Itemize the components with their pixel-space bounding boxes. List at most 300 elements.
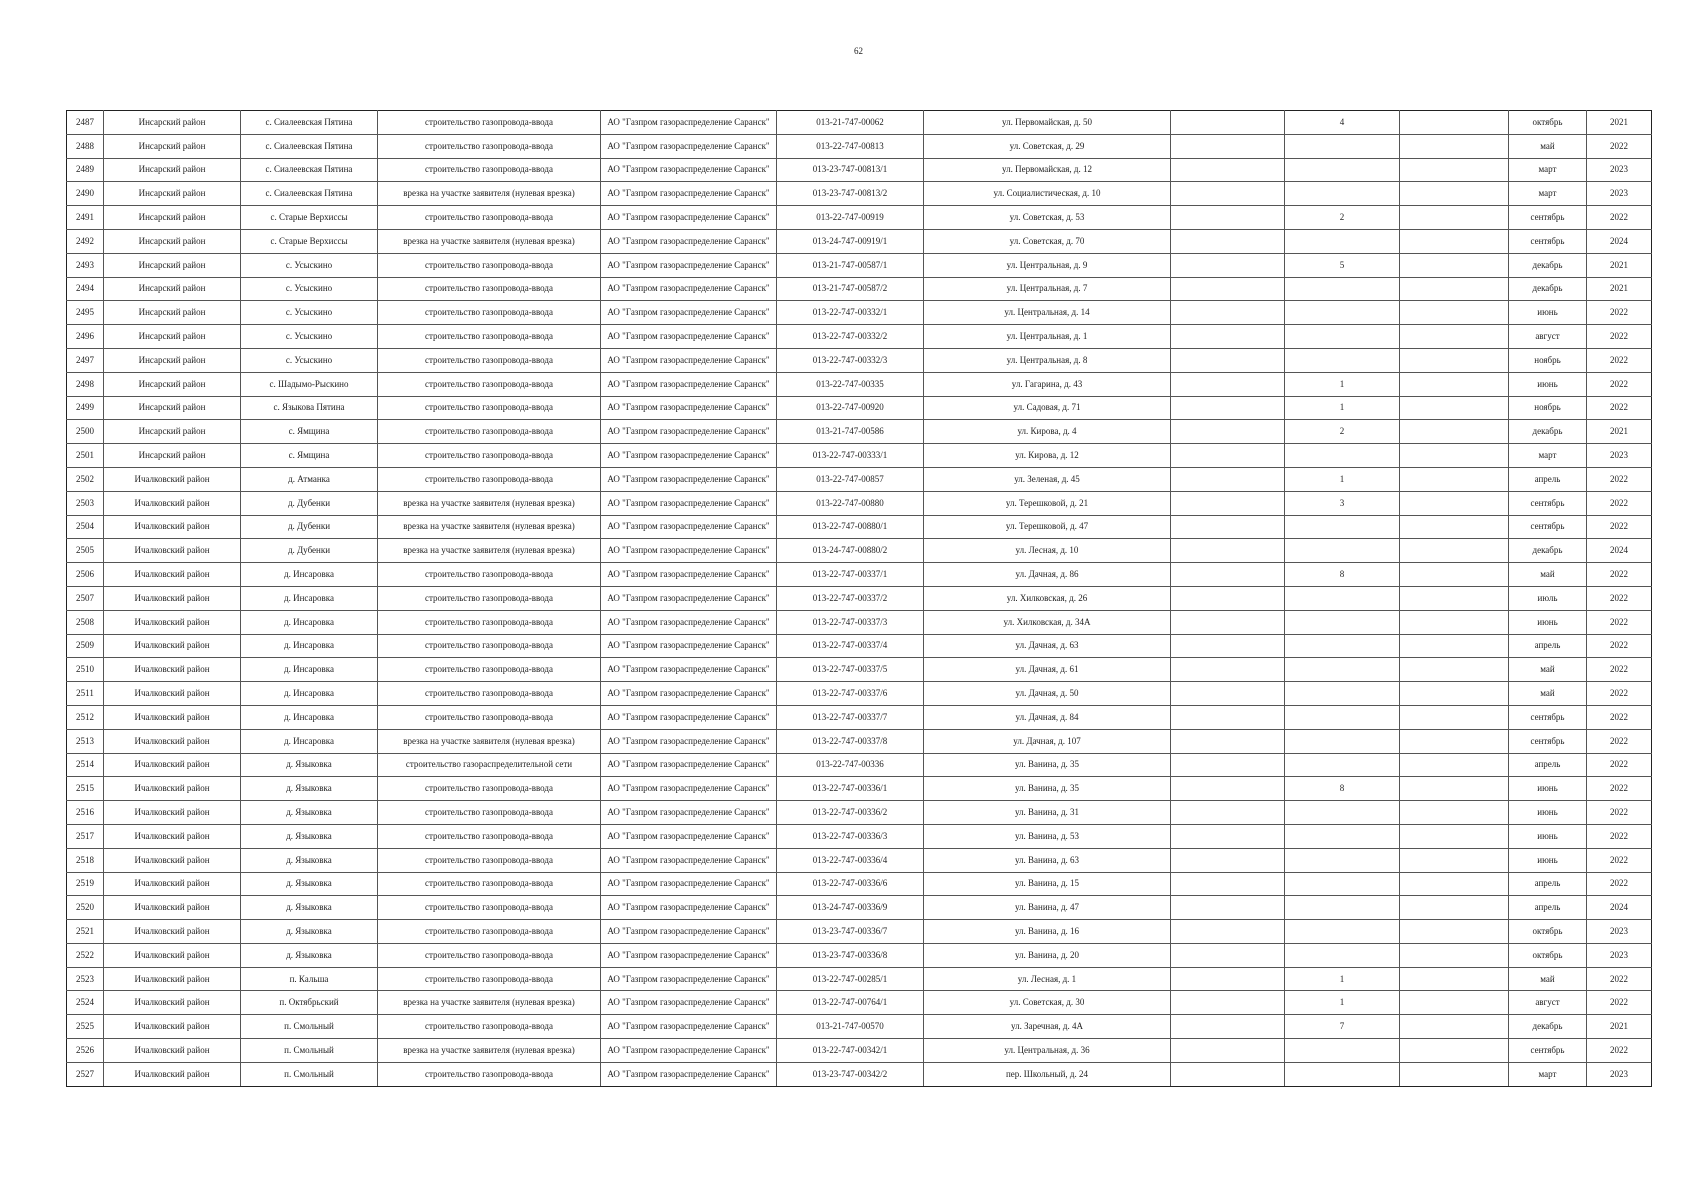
empty-cell-b [1400,515,1509,539]
work-type-cell: строительство газопровода-ввода [378,206,601,230]
work-type-cell: строительство газопровода-ввода [378,444,601,468]
empty-cell-a [1171,325,1285,349]
table-row [67,610,1652,634]
empty-cell-b [1400,325,1509,349]
empty-cell-b [1400,967,1509,991]
row-number-cell: 2495 [67,301,104,325]
district-cell: Ичалковский район [104,824,241,848]
empty-cell-a [1171,777,1285,801]
work-type-cell: строительство газопровода-ввода [378,658,601,682]
count-cell: 2 [1285,420,1400,444]
work-type-cell: строительство газопровода-ввода [378,467,601,491]
request-number-cell: 013-22-747-00337/5 [777,658,924,682]
count-cell [1285,1039,1400,1063]
empty-cell-a [1171,705,1285,729]
district-cell: Инсарский район [104,158,241,182]
empty-cell-b [1400,372,1509,396]
district-cell: Ичалковский район [104,515,241,539]
organization-cell: АО "Газпром газораспределение Саранск" [601,896,777,920]
table-row [67,372,1652,396]
request-number-cell: 013-22-747-00336/1 [777,777,924,801]
settlement-cell: п. Кальша [241,967,378,991]
count-cell: 3 [1285,491,1400,515]
request-number-cell: 013-22-747-00336/3 [777,824,924,848]
table-row [67,705,1652,729]
organization-cell: АО "Газпром газораспределение Саранск" [601,206,777,230]
table-row [67,872,1652,896]
empty-cell-b [1400,158,1509,182]
month-cell: июнь [1509,610,1587,634]
settlement-cell: с. Усыскино [241,277,378,301]
district-cell: Ичалковский район [104,896,241,920]
year-cell: 2022 [1587,658,1652,682]
row-number-cell: 2508 [67,610,104,634]
request-number-cell: 013-22-747-00336/6 [777,872,924,896]
address-cell: ул. Центральная, д. 8 [924,348,1171,372]
empty-cell-b [1400,753,1509,777]
address-cell: ул. Зеленая, д. 45 [924,467,1171,491]
request-number-cell: 013-22-747-00337/6 [777,682,924,706]
year-cell: 2022 [1587,372,1652,396]
request-number-cell: 013-23-747-00336/8 [777,943,924,967]
row-number-cell: 2493 [67,253,104,277]
row-number-cell: 2496 [67,325,104,349]
empty-cell-a [1171,111,1285,135]
empty-cell-b [1400,824,1509,848]
work-type-cell: строительство газопровода-ввода [378,158,601,182]
page-number: 62 [854,46,863,56]
month-cell: сентябрь [1509,229,1587,253]
settlement-cell: п. Смольный [241,1015,378,1039]
empty-cell-a [1171,896,1285,920]
table-row [67,967,1652,991]
settlement-cell: с. Усыскино [241,301,378,325]
year-cell: 2022 [1587,348,1652,372]
work-type-cell: строительство газораспределительной сети [378,753,601,777]
district-cell: Инсарский район [104,420,241,444]
year-cell: 2023 [1587,1062,1652,1086]
count-cell [1285,872,1400,896]
row-number-cell: 2504 [67,515,104,539]
empty-cell-a [1171,301,1285,325]
empty-cell-b [1400,658,1509,682]
empty-cell-a [1171,515,1285,539]
count-cell [1285,444,1400,468]
organization-cell: АО "Газпром газораспределение Саранск" [601,658,777,682]
request-number-cell: 013-22-747-00342/1 [777,1039,924,1063]
month-cell: август [1509,991,1587,1015]
empty-cell-a [1171,396,1285,420]
organization-cell: АО "Газпром газораспределение Саранск" [601,325,777,349]
year-cell: 2022 [1587,206,1652,230]
empty-cell-a [1171,920,1285,944]
request-number-cell: 013-21-747-00062 [777,111,924,135]
work-type-cell: строительство газопровода-ввода [378,801,601,825]
organization-cell: АО "Газпром газораспределение Саранск" [601,801,777,825]
year-cell: 2022 [1587,753,1652,777]
request-number-cell: 013-21-747-00586 [777,420,924,444]
table-row [67,134,1652,158]
table-row [67,634,1652,658]
request-number-cell: 013-21-747-00587/1 [777,253,924,277]
work-type-cell: строительство газопровода-ввода [378,848,601,872]
count-cell [1285,301,1400,325]
year-cell: 2022 [1587,396,1652,420]
year-cell: 2021 [1587,111,1652,135]
organization-cell: АО "Газпром газораспределение Саранск" [601,301,777,325]
year-cell: 2022 [1587,777,1652,801]
year-cell: 2023 [1587,182,1652,206]
organization-cell: АО "Газпром газораспределение Саранск" [601,134,777,158]
work-type-cell: строительство газопровода-ввода [378,586,601,610]
district-cell: Ичалковский район [104,729,241,753]
district-cell: Ичалковский район [104,563,241,587]
empty-cell-b [1400,872,1509,896]
empty-cell-a [1171,467,1285,491]
row-number-cell: 2524 [67,991,104,1015]
district-cell: Ичалковский район [104,634,241,658]
work-type-cell: строительство газопровода-ввода [378,563,601,587]
empty-cell-a [1171,420,1285,444]
month-cell: март [1509,1062,1587,1086]
work-type-cell: строительство газопровода-ввода [378,824,601,848]
row-number-cell: 2513 [67,729,104,753]
year-cell: 2022 [1587,991,1652,1015]
address-cell: ул. Ванина, д. 31 [924,801,1171,825]
work-type-cell: строительство газопровода-ввода [378,705,601,729]
month-cell: декабрь [1509,420,1587,444]
year-cell: 2022 [1587,848,1652,872]
empty-cell-a [1171,539,1285,563]
row-number-cell: 2518 [67,848,104,872]
address-cell: ул. Заречная, д. 4А [924,1015,1171,1039]
settlement-cell: с. Сиалеевская Пятина [241,134,378,158]
work-type-cell: строительство газопровода-ввода [378,325,601,349]
address-cell: ул. Советская, д. 53 [924,206,1171,230]
table-row [67,896,1652,920]
organization-cell: АО "Газпром газораспределение Саранск" [601,753,777,777]
settlement-cell: д. Атманка [241,467,378,491]
address-cell: ул. Кирова, д. 12 [924,444,1171,468]
year-cell: 2022 [1587,824,1652,848]
empty-cell-a [1171,610,1285,634]
count-cell: 7 [1285,1015,1400,1039]
empty-cell-b [1400,111,1509,135]
row-number-cell: 2505 [67,539,104,563]
year-cell: 2022 [1587,563,1652,587]
district-cell: Ичалковский район [104,610,241,634]
table-row [67,301,1652,325]
empty-cell-a [1171,872,1285,896]
district-cell: Инсарский район [104,182,241,206]
month-cell: июнь [1509,372,1587,396]
count-cell [1285,801,1400,825]
work-type-cell: врезка на участке заявителя (нулевая врезка) [378,539,601,563]
month-cell: сентябрь [1509,729,1587,753]
count-cell [1285,943,1400,967]
organization-cell: АО "Газпром газораспределение Саранск" [601,729,777,753]
request-number-cell: 013-23-747-00336/7 [777,920,924,944]
request-number-cell: 013-22-747-00337/2 [777,586,924,610]
row-number-cell: 2507 [67,586,104,610]
settlement-cell: д. Дубенки [241,491,378,515]
row-number-cell: 2523 [67,967,104,991]
month-cell: декабрь [1509,1015,1587,1039]
request-number-cell: 013-22-747-00880 [777,491,924,515]
district-cell: Ичалковский район [104,848,241,872]
row-number-cell: 2526 [67,1039,104,1063]
row-number-cell: 2500 [67,420,104,444]
address-cell: ул. Кирова, д. 4 [924,420,1171,444]
address-cell: ул. Центральная, д. 9 [924,253,1171,277]
work-type-cell: врезка на участке заявителя (нулевая врезка) [378,1039,601,1063]
month-cell: март [1509,182,1587,206]
address-cell: ул. Дачная, д. 84 [924,705,1171,729]
month-cell: май [1509,967,1587,991]
year-cell: 2022 [1587,586,1652,610]
month-cell: июнь [1509,801,1587,825]
organization-cell: АО "Газпром газораспределение Саранск" [601,634,777,658]
address-cell: ул. Дачная, д. 63 [924,634,1171,658]
register-body [67,111,1652,1087]
year-cell: 2022 [1587,634,1652,658]
work-type-cell: строительство газопровода-ввода [378,943,601,967]
row-number-cell: 2510 [67,658,104,682]
year-cell: 2021 [1587,1015,1652,1039]
row-number-cell: 2511 [67,682,104,706]
work-type-cell: строительство газопровода-ввода [378,253,601,277]
month-cell: апрель [1509,872,1587,896]
count-cell [1285,824,1400,848]
empty-cell-a [1171,824,1285,848]
empty-cell-b [1400,1062,1509,1086]
address-cell: ул. Дачная, д. 61 [924,658,1171,682]
request-number-cell: 013-22-747-00920 [777,396,924,420]
organization-cell: АО "Газпром газораспределение Саранск" [601,943,777,967]
month-cell: ноябрь [1509,348,1587,372]
empty-cell-a [1171,229,1285,253]
settlement-cell: д. Языковка [241,943,378,967]
row-number-cell: 2497 [67,348,104,372]
year-cell: 2022 [1587,325,1652,349]
empty-cell-b [1400,467,1509,491]
month-cell: октябрь [1509,943,1587,967]
count-cell [1285,729,1400,753]
request-number-cell: 013-22-747-00919 [777,206,924,230]
address-cell: ул. Центральная, д. 1 [924,325,1171,349]
table-row [67,491,1652,515]
organization-cell: АО "Газпром газораспределение Саранск" [601,420,777,444]
empty-cell-a [1171,753,1285,777]
organization-cell: АО "Газпром газораспределение Саранск" [601,539,777,563]
work-type-cell: врезка на участке заявителя (нулевая врезка) [378,182,601,206]
work-type-cell: врезка на участке заявителя (нулевая врезка) [378,729,601,753]
table-row [67,943,1652,967]
request-number-cell: 013-24-747-00919/1 [777,229,924,253]
empty-cell-a [1171,967,1285,991]
address-cell: ул. Дачная, д. 50 [924,682,1171,706]
table-row [67,824,1652,848]
settlement-cell: с. Ямщина [241,420,378,444]
month-cell: май [1509,134,1587,158]
empty-cell-b [1400,444,1509,468]
table-row [67,444,1652,468]
organization-cell: АО "Газпром газораспределение Саранск" [601,777,777,801]
district-cell: Ичалковский район [104,920,241,944]
settlement-cell: д. Инсаровка [241,682,378,706]
request-number-cell: 013-22-747-00332/1 [777,301,924,325]
district-cell: Ичалковский район [104,991,241,1015]
district-cell: Ичалковский район [104,467,241,491]
table-row [67,467,1652,491]
year-cell: 2023 [1587,920,1652,944]
empty-cell-b [1400,943,1509,967]
request-number-cell: 013-22-747-00857 [777,467,924,491]
year-cell: 2022 [1587,705,1652,729]
organization-cell: АО "Газпром газораспределение Саранск" [601,182,777,206]
month-cell: март [1509,444,1587,468]
table-row [67,420,1652,444]
empty-cell-b [1400,729,1509,753]
count-cell [1285,182,1400,206]
organization-cell: АО "Газпром газораспределение Саранск" [601,920,777,944]
year-cell: 2021 [1587,420,1652,444]
count-cell [1285,325,1400,349]
empty-cell-b [1400,801,1509,825]
organization-cell: АО "Газпром газораспределение Саранск" [601,967,777,991]
table-row [67,348,1652,372]
table-row [67,586,1652,610]
empty-cell-b [1400,920,1509,944]
row-number-cell: 2517 [67,824,104,848]
empty-cell-a [1171,848,1285,872]
organization-cell: АО "Газпром газораспределение Саранск" [601,467,777,491]
organization-cell: АО "Газпром газораспределение Саранск" [601,563,777,587]
empty-cell-b [1400,682,1509,706]
settlement-cell: д. Языковка [241,824,378,848]
empty-cell-a [1171,182,1285,206]
organization-cell: АО "Газпром газораспределение Саранск" [601,872,777,896]
count-cell [1285,539,1400,563]
empty-cell-b [1400,1015,1509,1039]
settlement-cell: д. Языковка [241,753,378,777]
table-row [67,801,1652,825]
work-type-cell: строительство газопровода-ввода [378,896,601,920]
organization-cell: АО "Газпром газораспределение Саранск" [601,610,777,634]
count-cell [1285,515,1400,539]
district-cell: Инсарский район [104,348,241,372]
work-type-cell: строительство газопровода-ввода [378,134,601,158]
district-cell: Ичалковский район [104,539,241,563]
empty-cell-a [1171,1062,1285,1086]
count-cell [1285,229,1400,253]
count-cell [1285,348,1400,372]
row-number-cell: 2520 [67,896,104,920]
count-cell: 2 [1285,206,1400,230]
count-cell: 5 [1285,253,1400,277]
settlement-cell: д. Языковка [241,777,378,801]
settlement-cell: д. Инсаровка [241,610,378,634]
request-number-cell: 013-22-747-00285/1 [777,967,924,991]
district-cell: Ичалковский район [104,801,241,825]
organization-cell: АО "Газпром газораспределение Саранск" [601,705,777,729]
row-number-cell: 2509 [67,634,104,658]
request-number-cell: 013-22-747-00880/1 [777,515,924,539]
district-cell: Инсарский район [104,301,241,325]
empty-cell-a [1171,444,1285,468]
row-number-cell: 2503 [67,491,104,515]
address-cell: ул. Дачная, д. 107 [924,729,1171,753]
empty-cell-b [1400,991,1509,1015]
empty-cell-a [1171,729,1285,753]
request-number-cell: 013-22-747-00337/1 [777,563,924,587]
month-cell: сентябрь [1509,705,1587,729]
request-number-cell: 013-22-747-00336/2 [777,801,924,825]
count-cell [1285,658,1400,682]
year-cell: 2022 [1587,967,1652,991]
month-cell: апрель [1509,467,1587,491]
work-type-cell: строительство газопровода-ввода [378,277,601,301]
row-number-cell: 2490 [67,182,104,206]
year-cell: 2022 [1587,729,1652,753]
empty-cell-a [1171,372,1285,396]
address-cell: ул. Терешковой, д. 47 [924,515,1171,539]
table-row [67,396,1652,420]
year-cell: 2022 [1587,682,1652,706]
settlement-cell: д. Языковка [241,801,378,825]
empty-cell-a [1171,658,1285,682]
organization-cell: АО "Газпром газораспределение Саранск" [601,372,777,396]
month-cell: декабрь [1509,277,1587,301]
empty-cell-b [1400,277,1509,301]
settlement-cell: п. Смольный [241,1062,378,1086]
settlement-cell: с. Шадымо-Рыскино [241,372,378,396]
work-type-cell: строительство газопровода-ввода [378,111,601,135]
year-cell: 2022 [1587,1039,1652,1063]
count-cell: 1 [1285,967,1400,991]
month-cell: май [1509,682,1587,706]
work-type-cell: строительство газопровода-ввода [378,1062,601,1086]
request-number-cell: 013-23-747-00813/1 [777,158,924,182]
district-cell: Инсарский район [104,134,241,158]
month-cell: июнь [1509,301,1587,325]
request-number-cell: 013-22-747-00764/1 [777,991,924,1015]
row-number-cell: 2515 [67,777,104,801]
request-number-cell: 013-22-747-00336 [777,753,924,777]
count-cell: 1 [1285,396,1400,420]
empty-cell-b [1400,134,1509,158]
address-cell: ул. Центральная, д. 7 [924,277,1171,301]
table-row [67,682,1652,706]
settlement-cell: д. Дубенки [241,539,378,563]
address-cell: ул. Ванина, д. 47 [924,896,1171,920]
work-type-cell: строительство газопровода-ввода [378,301,601,325]
empty-cell-b [1400,348,1509,372]
empty-cell-a [1171,277,1285,301]
address-cell: ул. Центральная, д. 36 [924,1039,1171,1063]
empty-cell-a [1171,1039,1285,1063]
month-cell: октябрь [1509,920,1587,944]
request-number-cell: 013-22-747-00335 [777,372,924,396]
month-cell: октябрь [1509,111,1587,135]
work-type-cell: строительство газопровода-ввода [378,348,601,372]
month-cell: июнь [1509,848,1587,872]
row-number-cell: 2502 [67,467,104,491]
work-type-cell: строительство газопровода-ввода [378,872,601,896]
table-row [67,991,1652,1015]
row-number-cell: 2499 [67,396,104,420]
organization-cell: АО "Газпром газораспределение Саранск" [601,515,777,539]
